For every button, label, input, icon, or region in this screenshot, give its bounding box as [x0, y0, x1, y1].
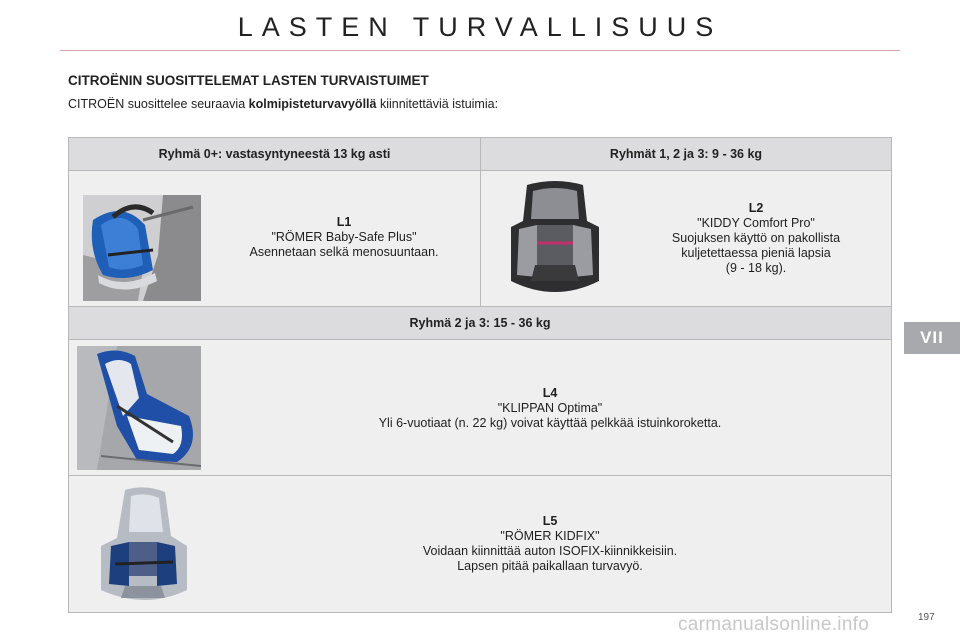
seat-description-l2	[631, 201, 881, 276]
section-heading: CITROËNIN SUOSITTELEMAT LASTEN TURVAISTUIMET	[68, 73, 429, 88]
table-row	[69, 171, 891, 307]
seat-photo-l4	[77, 346, 201, 470]
seat-code-l1: L1	[336, 215, 352, 229]
seat-note-l5: Voidaan kiinnittää auton ISOFIX-kiinnikkeisiin.	[422, 544, 678, 558]
seat-name-l5: "RÖMER KIDFIX"	[500, 529, 600, 543]
chapter-tab[interactable]: VII	[904, 322, 960, 354]
seat-note-l2-line3: (9 - 18 kg).	[725, 261, 787, 275]
seat-description-l1	[219, 215, 469, 260]
recommended-seats-table	[68, 137, 892, 613]
group-23-label: Ryhmä 2 ja 3: 15 - 36 kg	[409, 316, 551, 330]
group-123-label: Ryhmät 1, 2 ja 3: 9 - 36 kg	[609, 147, 763, 161]
intro-text	[68, 97, 498, 111]
seat-note-l2-line2: kuljetettaessa pieniä lapsia	[681, 246, 831, 260]
header-cell-group-0	[69, 138, 480, 170]
seat-name-l4: "KLIPPAN Optima"	[497, 401, 603, 415]
title-divider	[60, 50, 900, 51]
page-title: LASTEN TURVALLISUUS	[237, 12, 723, 42]
seat-description-l4	[209, 386, 891, 431]
page-number: 197	[918, 612, 935, 623]
seat-description-l5	[209, 514, 891, 574]
intro-suffix: kiinnitettäviä istuimia:	[376, 97, 499, 111]
intro-prefix: CITROËN suosittelee seuraavia	[68, 97, 249, 111]
table-row	[69, 476, 891, 612]
seat-note-l1: Asennetaan selkä menosuuntaan.	[249, 245, 439, 259]
seat-note-l4: Yli 6-vuotiaat (n. 22 kg) voivat käyttää pelkkää istuinkoroketta.	[378, 416, 722, 430]
intro-bold: kolmipisteturvavyöllä	[248, 97, 377, 111]
seat-photo-l2	[507, 181, 603, 299]
seat-note-l2: Suojuksen käyttö on pakollista	[671, 231, 841, 245]
watermark: carmanualsonline.info	[678, 614, 870, 635]
table-row	[69, 340, 891, 476]
seat-cell-l4	[69, 340, 891, 475]
table-header-row	[69, 138, 891, 171]
seat-name-l2: "KIDDY Comfort Pro"	[697, 216, 815, 230]
header-cell-group-23	[69, 307, 891, 339]
seat-cell-l5	[69, 476, 891, 612]
seat-note-l5-line2: Lapsen pitää paikallaan turvavyö.	[457, 559, 643, 573]
seat-name-l1: "RÖMER Baby-Safe Plus"	[271, 230, 417, 244]
seat-code-l2: L2	[748, 201, 764, 215]
table-header-row-group-23	[69, 307, 891, 340]
seat-code-l5: L5	[542, 514, 558, 528]
group-0-label: Ryhmä 0+: vastasyntyneestä 13 kg asti	[158, 147, 391, 161]
seat-code-l4: L4	[542, 386, 558, 400]
header-cell-group-123	[481, 138, 891, 170]
seat-cell-l2	[481, 171, 891, 306]
seat-cell-l1	[69, 171, 480, 306]
seat-photo-l1	[83, 195, 201, 301]
seat-photo-l5	[95, 486, 191, 606]
